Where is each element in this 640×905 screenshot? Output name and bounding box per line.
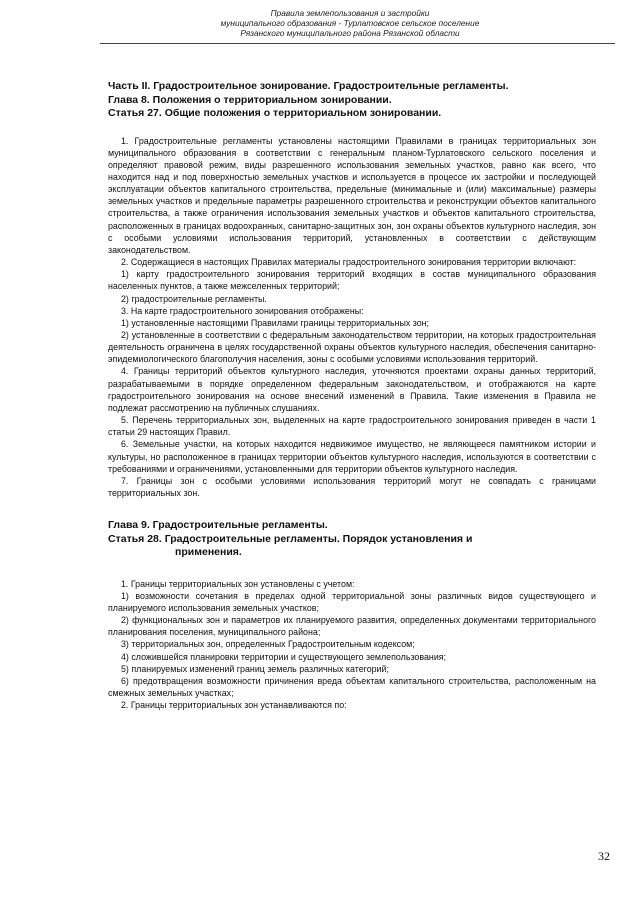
- paragraph: 6) предотвращения возможности причинения вреда объектам капитального строительства, расположенным на смежных земельных участках;: [108, 675, 596, 699]
- article-28-body: [108, 578, 596, 712]
- header-line-3: Рязанского муниципального района Рязанской области: [240, 28, 460, 38]
- article-28-heading: Статья 28. Градостроительные регламенты. Порядок установления и: [108, 532, 473, 545]
- paragraph: 7. Границы зон с особыми условиями использования территорий могут не совпадать с границами территориальных зон.: [108, 475, 596, 499]
- paragraph: 2. Содержащиеся в настоящих Правилах материалы градостроительного зонирования территории включают:: [121, 257, 577, 268]
- paragraph: 2. Границы территориальных зон устанавливаются по:: [121, 700, 347, 711]
- paragraph: 2) градостроительные регламенты.: [121, 293, 267, 304]
- paragraph: 1) установленные настоящими Правилами границы территориальных зон;: [121, 317, 430, 328]
- paragraph: 1) возможности сочетания в пределах одной территориальной зоны различных видов существующего и планируемого использования земельных участков;: [108, 590, 596, 613]
- page-number: 32: [598, 849, 610, 863]
- paragraph: 4) сложившейся планировки территории и существующего землепользования;: [121, 651, 447, 662]
- paragraph: 4. Границы территорий объектов культурного наследия, уточняются проектами охраны данных территорий, разрабатываемыми в порядке определенном федеральным законодательством, и отображаются на карте градостроительного зонирования на основе внесений изменений в Правила. Такие изменения в Правила не подлежат рассмотрению на публичных слушаниях.: [108, 366, 596, 413]
- part-heading: Часть II. Градостроительное зонирование. Градостроительные регламенты.: [108, 80, 509, 92]
- paragraph: 3. На карте градостроительного зонирования отображены:: [121, 305, 364, 316]
- paragraph: 2) функциональных зон и параметров их планируемого развития, определенных документами территориального планирования поселения, муниципального района;: [108, 615, 596, 638]
- article-27-body: [108, 135, 596, 500]
- paragraph: 6. Земельные участки, на которых находится недвижимое имущество, не являющееся памятником истории и культуры, но расположенное в границах территории объектов культурного наследия, используются в соответствии с требованиями и ограничениями, установленными для территории объектов культурного наследия.: [108, 439, 596, 474]
- paragraph: 3) территориальных зон, определенных Градостроительным кодексом;: [121, 639, 415, 650]
- paragraph: 1. Границы территориальных зон установлены с учетом:: [121, 578, 355, 589]
- header-divider: [100, 43, 615, 44]
- chapter-9-heading: Глава 9. Градостроительные регламенты.: [108, 519, 328, 532]
- article-27-heading: Статья 27. Общие положения о территориальном зонировании.: [108, 107, 442, 119]
- paragraph: 2) установленные в соответствии с федеральным законодательством территории, на которых градостроительная деятельность ограничена в целях государственной охраны объектов культурного наследия, обеспечения санитарно-эпидемиологического благополучия населения, зоны с особыми условиями использования территорий.: [108, 330, 596, 365]
- header-line-2: муниципального образования - Турлатовское сельское поселение: [220, 18, 480, 28]
- paragraph: 1. Градостроительные регламенты установлены настоящими Правилами в границах территориальных зон муниципального образования в соответствии с генеральным планом-Турлатовского сельского поселения и определяют правовой режим, виды разрешенного использования земельных участков, равно как всего, что находится над и под поверхностью земельных участков и используется в процессе их застройки и последующей эксплуатации объектов капитального строительства, предельные (минимальные и (или) максимальные) размеры земельных участков и предельные параметры разрешенного строительства и реконструкции объектов капитального строительства, а также ограничения использования земельных участков и объектов капитального строительства, расположенных в границах водоохранных, санитарно-защитных зон, зон охраны объектов культурного наследия, зон с особыми условиями использования территорий, установленных в соответствии с действующим законодательством.: [108, 135, 596, 255]
- paragraph: 5) планируемых изменений границ земель различных категорий;: [121, 663, 389, 674]
- header-line-1: Правила землепользования и застройки: [270, 8, 430, 18]
- paragraph: 1) карту градостроительного зонирования территорий входящих в состав муниципального образования населенных пунктов, а также межселенных территорий;: [108, 269, 596, 292]
- article-28-heading-continuation: применения.: [175, 546, 242, 559]
- page-content: [108, 80, 596, 711]
- paragraph: 5. Перечень территориальных зон, выделенных на карте градостроительного зонирования приведен в части 1 статьи 29 настоящих Правил.: [108, 415, 596, 438]
- document-header: [100, 8, 600, 38]
- chapter-8-heading: Глава 8. Положения о территориальном зонировании.: [108, 93, 392, 106]
